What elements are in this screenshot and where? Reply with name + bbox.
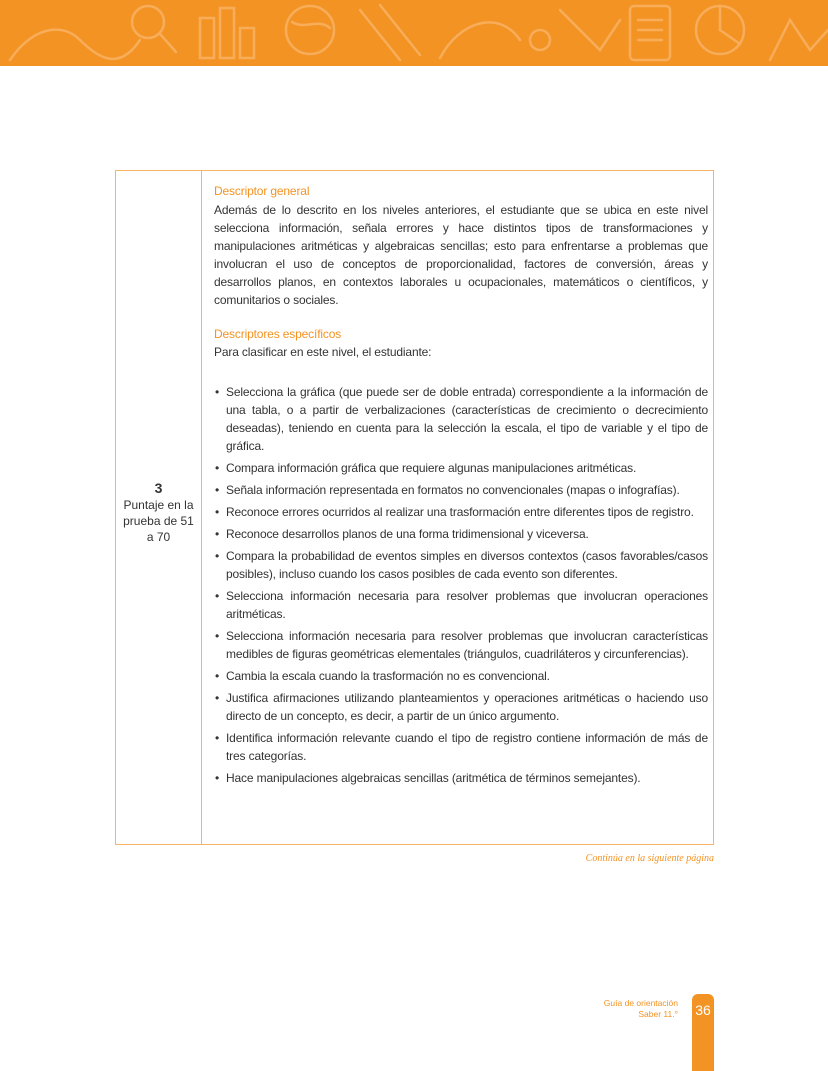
- list-item: • Selecciona información necesaria para resolver problemas que involucran operaciones aritméticas.: [214, 587, 708, 623]
- list-item: • Cambia la escala cuando la trasformación no es convencional.: [214, 667, 708, 685]
- footer-guide-line2: Saber 11.°: [638, 1009, 678, 1019]
- level-score-range: Puntaje en la prueba de 51 a 70: [123, 498, 194, 544]
- specific-descriptors-heading: Descriptores específicos: [214, 327, 342, 341]
- level-number: 3: [154, 480, 163, 496]
- list-item: • Reconoce desarrollos planos de una forma tridimensional y viceversa.: [214, 525, 708, 543]
- general-descriptor-heading: Descriptor general: [214, 184, 310, 198]
- level-descriptor-table: [115, 170, 714, 845]
- footer-guide-title: [604, 998, 678, 1020]
- list-item: • Reconoce errores ocurridos al realizar una trasformación entre diferentes tipos de registro.: [214, 503, 708, 521]
- general-descriptor-text: Además de lo descrito en los niveles anteriores, el estudiante que se ubica en este nivel selecciona información, señala errores y hace distintos tipos de transformaciones y manipulaciones aritméticas y algebraicas sencillas; esto para enfrentarse a problemas que involucran el uso de conceptos de proporcionalidad, factores de conversión, áreas y desarrollos planos, en contextos laborales u ocupacionales, matemáticos o científicos, y comunitarios o sociales.: [214, 203, 708, 307]
- list-item: • Compara información gráfica que requiere algunas manipulaciones aritméticas.: [214, 459, 708, 477]
- list-item: • Selecciona la gráfica (que puede ser de doble entrada) correspondiente a la información de una tabla, o a partir de verbalizaciones (características de crecimiento o decrecimiento deseadas), teniendo en cuenta para la selección la escala, el tipo de variable y el tipo de gráfica.: [214, 383, 708, 455]
- specific-descriptors-list: [214, 383, 708, 787]
- list-item: • Identifica información relevante cuando el tipo de registro contiene información de más de tres categorías.: [214, 729, 708, 765]
- descriptor-cell: [202, 171, 713, 844]
- continue-note: Continúa en la siguiente página: [585, 853, 714, 864]
- header-banner: [0, 0, 828, 66]
- footer-guide-line1: Guía de orientación: [603, 998, 678, 1008]
- decorative-pattern-icon: [0, 0, 828, 66]
- list-item: • Compara la probabilidad de eventos simples en diversos contextos (casos favorables/casos posibles), incluso cuando los casos posibles de cada evento son diferentes.: [214, 547, 708, 583]
- list-item: • Hace manipulaciones algebraicas sencillas (aritmética de términos semejantes).: [214, 769, 708, 787]
- page-number: 36: [695, 1002, 711, 1018]
- specific-descriptors-intro: Para clasificar en este nivel, el estudiante:: [214, 345, 432, 359]
- list-item: • Selecciona información necesaria para resolver problemas que involucran características medibles de figuras geométricas elementales (triángulos, cuadriláteros y circunferencias).: [214, 627, 708, 663]
- page-number-tab: [692, 994, 714, 1071]
- list-item: • Justifica afirmaciones utilizando planteamientos y operaciones aritméticas o haciendo uso directo de un concepto, es decir, a partir de un único argumento.: [214, 689, 708, 725]
- level-cell: [116, 171, 202, 844]
- list-item: • Señala información representada en formatos no convencionales (mapas o infografías).: [214, 481, 708, 499]
